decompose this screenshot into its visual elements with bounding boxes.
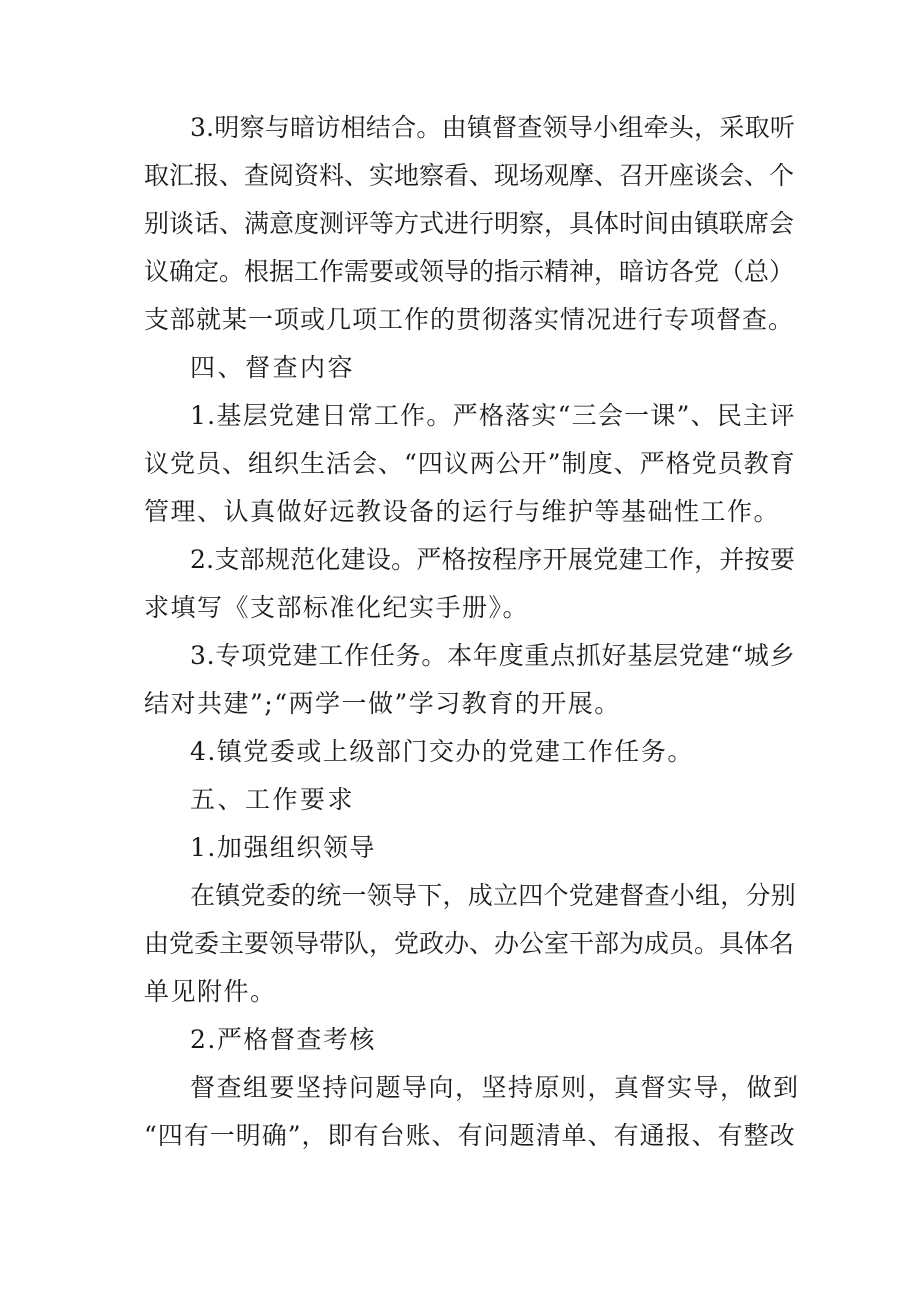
paragraph-line: 3.明察与暗访相结合。由镇督查领导小组牵头，采取听	[190, 113, 796, 142]
section-heading: 五、工作要求	[190, 785, 356, 814]
paragraph-line: 结对共建”;“两学一做”学习教育的开展。	[144, 689, 621, 718]
paragraph-line: 由党委主要领导带队，党政办、办公室干部为成员。具体名	[144, 929, 795, 958]
paragraph-line: 别谈话、满意度测评等方式进行明察，具体时间由镇联席会	[144, 209, 795, 238]
paragraph-line: 议党员、组织生活会、“四议两公开”制度、严格党员教育	[144, 449, 796, 478]
paragraph-line: 管理、认真做好远教设备的运行与维护等基础性工作。	[144, 497, 781, 526]
subsection-heading: 1.加强组织领导	[190, 833, 376, 862]
paragraph-line: 4.镇党委或上级部门交办的党建工作任务。	[190, 737, 694, 766]
paragraph-line: 3.专项党建工作任务。本年度重点抓好基层党建“城乡	[190, 641, 796, 670]
paragraph-line: 在镇党委的统一领导下，成立四个党建督查小组，分别	[190, 881, 797, 910]
subsection-heading: 2.严格督查考核	[190, 1025, 376, 1054]
paragraph-line: 1.基层党建日常工作。严格落实“三会一课”、民主评	[190, 401, 796, 430]
paragraph-line: 单见附件。	[144, 977, 277, 1006]
paragraph-line: 督查组要坚持问题导向，坚持原则，真督实导，做到	[190, 1073, 800, 1102]
paragraph-line: 支部就某一项或几项工作的贯彻落实情况进行专项督查。	[144, 305, 795, 334]
paragraph-line: 取汇报、查阅资料、实地察看、现场观摩、召开座谈会、个	[144, 161, 795, 190]
paragraph-line: 求填写《支部标准化纪实手册》。	[144, 593, 530, 622]
section-heading: 四、督查内容	[190, 353, 356, 382]
paragraph-line: 2.支部规范化建设。严格按程序开展党建工作，并按要	[190, 545, 796, 574]
paragraph-line: 议确定。根据工作需要或领导的指示精神，暗访各党（总）	[144, 257, 795, 286]
paragraph-line: “四有一明确”，即有台账、有问题清单、有通报、有整改	[144, 1121, 796, 1150]
